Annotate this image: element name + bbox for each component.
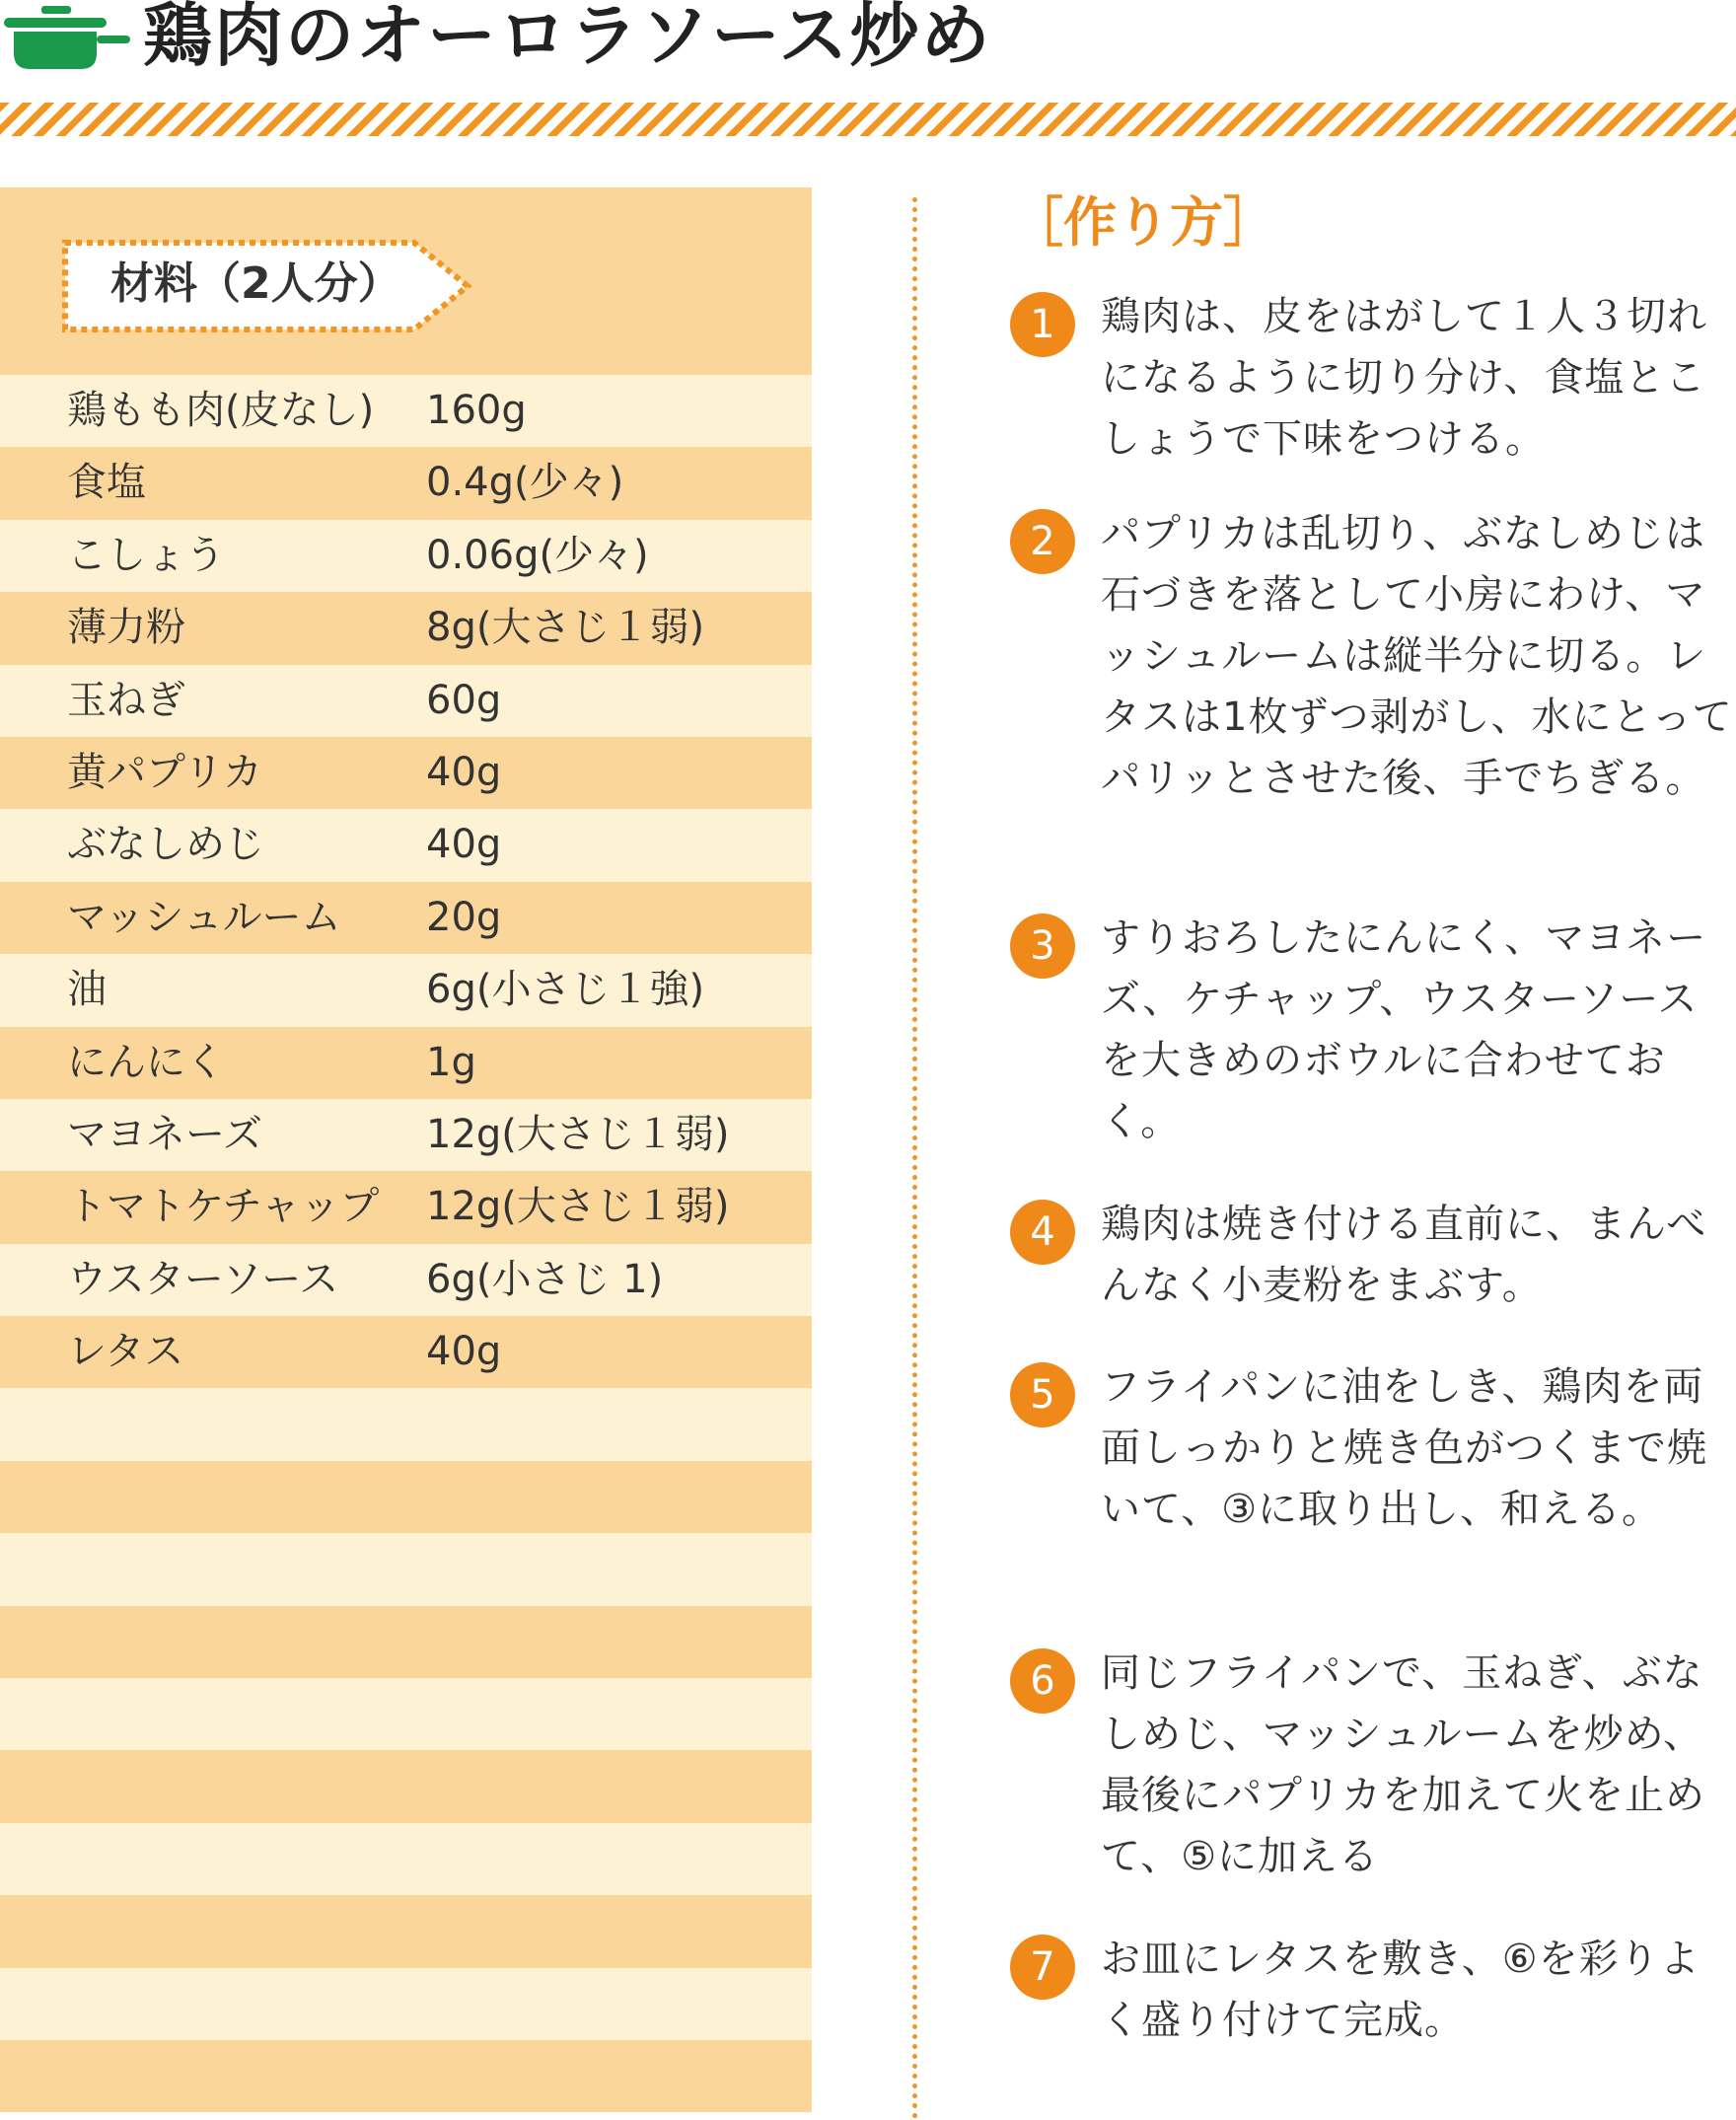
step-number-badge: 6: [1010, 1648, 1075, 1714]
step-number-badge: 4: [1010, 1200, 1075, 1265]
ingredients-panel: [0, 187, 812, 2120]
decorative-stripe: [0, 103, 1736, 136]
empty-row: [0, 1968, 812, 2040]
ingredient-amount: 6g(小さじ 1): [426, 1256, 664, 1302]
ingredient-row: [0, 520, 812, 592]
page-title: 鶏肉のオーロラソース炒め: [143, 0, 992, 76]
ingredient-row: [0, 1244, 812, 1316]
ingredient-row: [0, 737, 812, 809]
ingredient-row: [0, 665, 812, 737]
step-number-badge: 2: [1010, 509, 1075, 574]
ingredient-amount: 20g: [426, 894, 502, 940]
pot-icon: [0, 4, 138, 73]
header: [0, 0, 1736, 138]
ingredients-table: [0, 375, 812, 2112]
ingredient-name: 油: [67, 967, 107, 1013]
empty-row: [0, 1750, 812, 1822]
ingredient-amount: 1g: [426, 1039, 476, 1085]
ingredient-amount: 12g(大さじ１弱): [426, 1111, 730, 1157]
ingredient-row: [0, 1027, 812, 1099]
empty-row: [0, 1678, 812, 1750]
ingredient-name: トマトケチャップ: [67, 1184, 380, 1230]
step-text: フライパンに油をしき、鶏肉を両面しっかりと焼き色がつくまで焼いて、③に取り出し、和える。: [1101, 1364, 1707, 1532]
ingredient-name: 玉ねぎ: [67, 677, 185, 723]
ingredient-amount: 40g: [426, 822, 502, 868]
ingredient-name: 黄パプリカ: [67, 749, 262, 795]
ingredient-amount: 8g(大さじ１弱): [426, 605, 705, 651]
ingredient-row: [0, 1099, 812, 1171]
ingredient-name: マッシュルーム: [67, 894, 341, 940]
ingredient-amount: 0.4g(少々): [426, 460, 624, 506]
empty-row: [0, 1606, 812, 1678]
ingredient-amount: 0.06g(少々): [426, 532, 649, 578]
ingredient-amount: 12g(大さじ１弱): [426, 1184, 730, 1230]
ingredient-amount: 40g: [426, 749, 502, 795]
ingredient-row: [0, 1316, 812, 1388]
ingredient-amount: 6g(小さじ１強): [426, 967, 705, 1013]
steps-heading: ［作り方］: [1010, 191, 1276, 254]
empty-row: [0, 2040, 812, 2112]
ingredient-name: ウスターソース: [67, 1256, 339, 1302]
ingredient-row: [0, 882, 812, 954]
ingredient-name: マヨネーズ: [67, 1111, 262, 1157]
ingredient-name: にんにく: [67, 1039, 225, 1085]
empty-row: [0, 1461, 812, 1533]
ingredients-heading: 材料（2人分）: [110, 258, 401, 309]
column-divider: [912, 197, 917, 2120]
ingredient-name: 鶏もも肉(皮なし): [67, 388, 375, 433]
ingredients-header: [0, 187, 812, 375]
ingredient-row: [0, 809, 812, 881]
empty-row: [0, 1895, 812, 1967]
step-text: 同じフライパンで、玉ねぎ、ぶなしめじ、マッシュルームを炒め、最後にパプリカを加えて火を止めて、⑤に加える: [1101, 1650, 1705, 1879]
step-text: すりおろしたにんにく、マヨネーズ、ケチャップ、ウスターソースを大きめのボウルに合わせておく。: [1101, 915, 1707, 1144]
step-number-badge: 5: [1010, 1362, 1075, 1427]
ingredient-row: [0, 375, 812, 447]
step-text: 鶏肉は、皮をはがして１人３切れになるように切り分け、食塩とこしょうで下味をつける。: [1101, 294, 1707, 462]
step-number-badge: 3: [1010, 914, 1075, 979]
ingredient-name: こしょう: [67, 532, 225, 578]
ingredient-row: [0, 447, 812, 519]
ingredient-name: ぶなしめじ: [67, 822, 264, 868]
ingredient-row: [0, 954, 812, 1026]
ingredient-name: レタス: [67, 1329, 184, 1375]
ingredient-row: [0, 1171, 812, 1243]
ingredient-amount: 160g: [426, 388, 527, 433]
step-number-badge: 7: [1010, 1935, 1075, 2000]
step-text: パプリカは乱切り、ぶなしめじは石づきを落として小房にわけ、マッシュルームは縦半分に切る。レタスは1枚ずつ剥がし、水にとってパリッとさせた後、手でちぎる。: [1101, 511, 1733, 801]
step-text: 鶏肉は焼き付ける直前に、まんべんなく小麦粉をまぶす。: [1101, 1202, 1707, 1308]
ingredient-amount: 60g: [426, 677, 502, 723]
empty-row: [0, 1388, 812, 1460]
ingredient-name: 薄力粉: [67, 605, 185, 651]
ingredient-row: [0, 592, 812, 664]
empty-row: [0, 1823, 812, 1895]
step-number-badge: 1: [1010, 292, 1075, 357]
step-text: お皿にレタスを敷き、⑥を彩りよく盛り付けて完成。: [1101, 1937, 1700, 2043]
ingredient-amount: 40g: [426, 1329, 502, 1375]
ingredient-name: 食塩: [67, 460, 146, 506]
empty-row: [0, 1533, 812, 1605]
